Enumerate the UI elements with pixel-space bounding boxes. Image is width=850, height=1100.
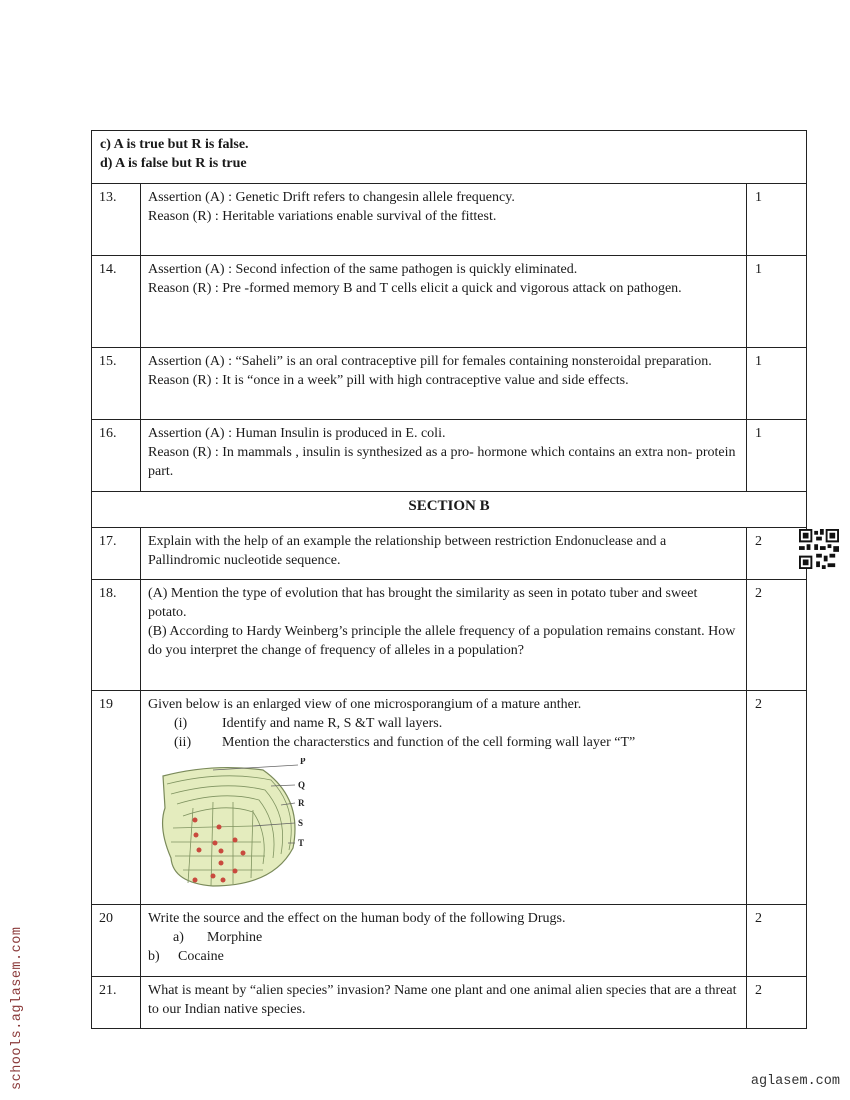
sub-item — [148, 947, 739, 966]
options-header-row — [92, 131, 807, 184]
question-marks: 2 — [747, 580, 807, 691]
diagram-label-q: Q — [298, 780, 306, 790]
reason: Reason (R) : Pre -formed memory B and T cells elicit a quick and vigorous attack on pathogen. — [148, 281, 682, 296]
option-d: d) A is false but R is true — [100, 156, 247, 171]
sub-text: Mention the characterstics and function of the cell forming wall layer “T” — [222, 735, 636, 750]
reason: Reason (R) : It is “once in a week” pill with high contraceptive value and side effects. — [148, 373, 629, 388]
question-number: 16. — [92, 420, 141, 492]
question-table — [91, 130, 807, 1029]
question-text — [141, 580, 747, 691]
assertion: Assertion (A) : Second infection of the same pathogen is quickly eliminated. — [148, 262, 578, 277]
bottom-watermark: aglasem.com — [750, 1074, 840, 1089]
question-number: 15. — [92, 348, 141, 420]
assertion: Assertion (A) : Human Insulin is produced in E. coli. — [148, 426, 446, 441]
question-marks: 1 — [747, 184, 807, 256]
part-b: (B) According to Hardy Weinberg’s principle the allele frequency of a population remains constant. How do you interpret the change of frequency of alleles in a population? — [148, 624, 736, 658]
question-number: 13. — [92, 184, 141, 256]
reason: Reason (R) : In mammals , insulin is synthesized as a pro- hormone which contains an extra non- protein part. — [148, 445, 736, 479]
diagram-label-r: R — [298, 798, 305, 808]
question-text: What is meant by “alien species” invasion? Name one plant and one animal alien species that are a threat to our Indian native species. — [141, 977, 747, 1029]
question-row-21 — [92, 977, 807, 1029]
side-watermark: schools.aglasem.com — [10, 926, 25, 1090]
question-number: 21. — [92, 977, 141, 1029]
reason: Reason (R) : Heritable variations enable survival of the fittest. — [148, 209, 497, 224]
question-intro: Write the source and the effect on the human body of the following Drugs. — [148, 911, 566, 926]
assertion: Assertion (A) : “Saheli” is an oral contraceptive pill for females containing nonsteroidal preparation. — [148, 354, 712, 369]
question-text — [141, 905, 747, 977]
question-row-17 — [92, 528, 807, 580]
sub-question — [148, 714, 739, 733]
sub-label: (i) — [174, 716, 188, 731]
sub-label: b) — [148, 949, 160, 964]
question-text — [141, 691, 747, 905]
sub-question — [148, 733, 739, 752]
question-row-18 — [92, 580, 807, 691]
question-number: 18. — [92, 580, 141, 691]
question-row-16 — [92, 420, 807, 492]
part-a: (A) Mention the type of evolution that has brought the similarity as seen in potato tuber and sweet potato. — [148, 586, 698, 620]
question-text — [141, 348, 747, 420]
microsporangium-diagram — [153, 758, 323, 893]
diagram-label-p: P — [300, 758, 306, 766]
question-text — [141, 420, 747, 492]
question-text: Explain with the help of an example the relationship between restriction Endonuclease and a Pallindromic nucleotide sequence. — [141, 528, 747, 580]
diagram-label-t: T — [298, 838, 305, 848]
question-marks: 1 — [747, 348, 807, 420]
question-number: 17. — [92, 528, 141, 580]
option-c: c) A is true but R is false. — [100, 137, 249, 152]
question-text — [141, 256, 747, 348]
section-heading-row — [92, 492, 807, 528]
question-marks: 1 — [747, 256, 807, 348]
section-b-heading: SECTION B — [92, 492, 807, 528]
question-text — [141, 184, 747, 256]
qr-code-icon — [799, 529, 839, 569]
question-marks: 2 — [747, 528, 807, 580]
question-intro: Given below is an enlarged view of one microsporangium of a mature anther. — [148, 697, 582, 712]
question-number: 20 — [92, 905, 141, 977]
question-marks: 1 — [747, 420, 807, 492]
sub-label: (ii) — [174, 735, 192, 750]
question-marks: 2 — [747, 905, 807, 977]
diagram-label-s: S — [298, 818, 304, 828]
sub-item — [148, 928, 739, 947]
question-number: 14. — [92, 256, 141, 348]
question-row-15 — [92, 348, 807, 420]
question-row-19 — [92, 691, 807, 905]
sub-text: Cocaine — [178, 949, 224, 964]
question-marks: 2 — [747, 691, 807, 905]
question-row-20 — [92, 905, 807, 977]
question-row-13 — [92, 184, 807, 256]
options-cell — [92, 131, 807, 184]
assertion: Assertion (A) : Genetic Drift refers to changesin allele frequency. — [148, 190, 515, 205]
question-row-14 — [92, 256, 807, 348]
question-marks: 2 — [747, 977, 807, 1029]
sub-text: Identify and name R, S &T wall layers. — [222, 716, 443, 731]
sub-text: Morphine — [207, 930, 263, 945]
question-number: 19 — [92, 691, 141, 905]
sub-label: a) — [173, 930, 184, 945]
